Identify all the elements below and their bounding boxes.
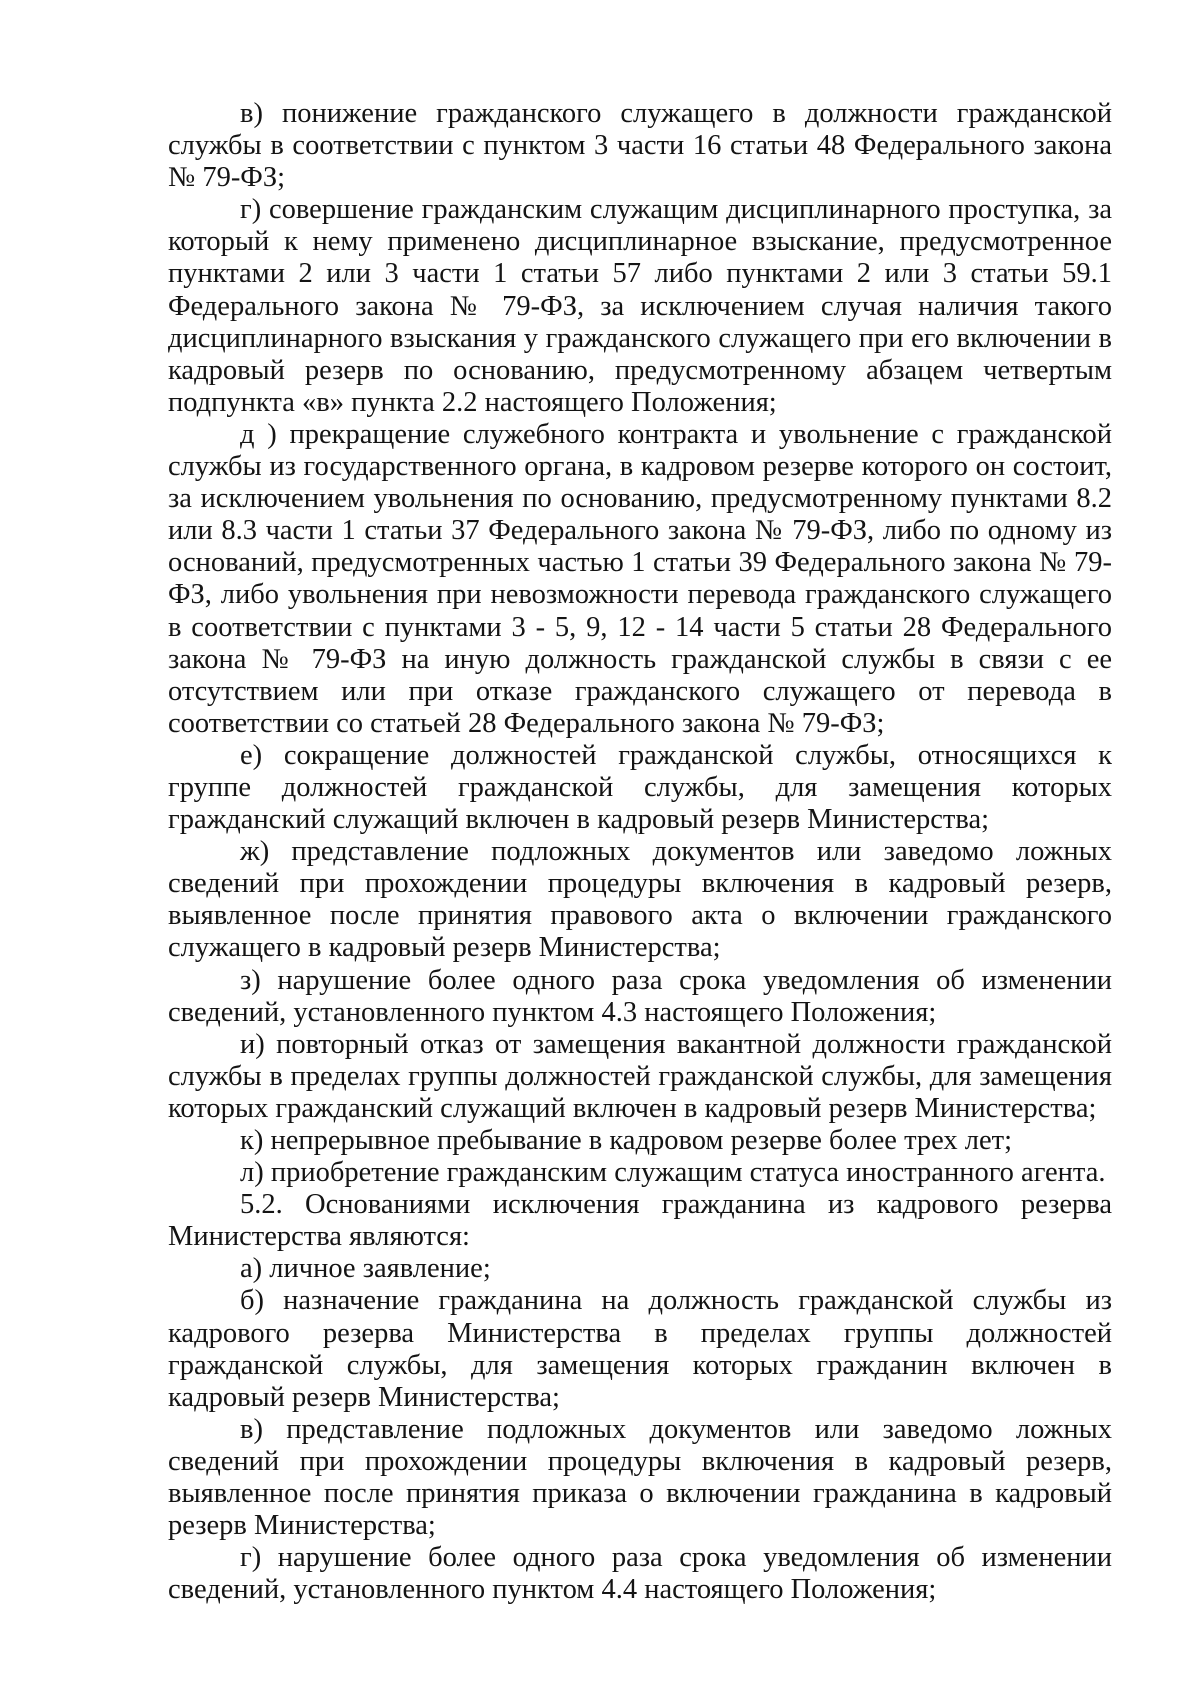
paragraph-i-repeated-refusal: и) повторный отказ от замещения вакантной должности гражданской службы в пределах группы должностей гражданской службы, для замещения которых гражданский служащий включен в кадровый резерв Министерства;: [168, 1028, 1112, 1124]
paragraph-d-contract-termination: д ) прекращение служебного контракта и увольнение с гражданской службы из государственного органа, в кадровом резерве которого он состоит, за исключением увольнения по основанию, предусмотренному пунктами 8.2 или 8.3 части 1 статьи 37 Федерального закона № 79-ФЗ, либо по одному из оснований, предусмотренных частью 1 статьи 39 Федерального закона № 79-ФЗ, либо увольнения при невозможности перевода гражданского служащего в соответствии с пунктами 3 - 5, 9, 12 - 14 части 5 статьи 28 Федерального закона № 79-ФЗ на иную должность гражданской службы в связи с ее отсутствием или при отказе гражданского служащего от перевода в соответствии со статьей 28 Федерального закона № 79-ФЗ;: [168, 418, 1112, 739]
paragraph-zh-false-documents: ж) представление подложных документов или заведомо ложных сведений при прохождении процедуры включения в кадровый резерв, выявленное после принятия правового акта о включении гражданского служащего в кадровый резерв Министерства;: [168, 836, 1112, 964]
paragraph-v-false-documents: в) представление подложных документов или заведомо ложных сведений при прохождении процедуры включения в кадровый резерв, выявленное после принятия приказа о включении гражданина в кадровый резерв Министерства;: [168, 1413, 1112, 1542]
paragraph-l-foreign-agent: л) приобретение гражданским служащим статуса иностранного агента.: [240, 1157, 1106, 1189]
document-page: [168, 98, 1112, 1606]
paragraph-e-position-reduction: е) сокращение должностей гражданской службы, относящихся к группе должностей гражданской службы, для замещения которых гражданский служащий включен в кадровый резерв Министерства;: [168, 739, 1112, 836]
paragraph-g-disciplinary-offense: г) совершение гражданским служащим дисциплинарного проступка, за который к нему применено дисциплинарное взыскание, предусмотренное пунктами 2 или 3 части 1 статьи 57 либо пунктами 2 или 3 статьи 59.1 Федерального закона № 79-ФЗ, за исключением случая наличия такого дисциплинарного взыскания у гражданского служащего при его включении в кадровый резерв по основанию, предусмотренному абзацем четвертым подпункта «в» пункта 2.2 настоящего Положения;: [168, 194, 1112, 418]
paragraph-v-demotion: в) понижение гражданского служащего в должности гражданской службы в соответствии с пунктом 3 части 16 статьи 48 Федерального закона № 79-ФЗ;: [168, 98, 1112, 194]
paragraph-z-notification-violation: з) нарушение более одного раза срока уведомления об изменении сведений, установленного пунктом 4.3 настоящего Положения;: [168, 964, 1112, 1028]
paragraph-a-personal-statement: а) личное заявление;: [240, 1253, 491, 1285]
paragraph-b-appointment: б) назначение гражданина на должность гражданской службы из кадрового резерва Министерства в пределах группы должностей гражданской службы, для замещения которых гражданин включен в кадровый резерв Министерства;: [168, 1285, 1112, 1413]
paragraph-k-three-years: к) непрерывное пребывание в кадровом резерве более трех лет;: [240, 1125, 1013, 1156]
paragraph-g-notification-violation: г) нарушение более одного раза срока уведомления об изменении сведений, установленного пунктом 4.4 настоящего Положения;: [168, 1542, 1112, 1606]
paragraph-5-2-grounds: 5.2. Основаниями исключения гражданина из кадрового резерва Министерства являются:: [168, 1189, 1112, 1253]
